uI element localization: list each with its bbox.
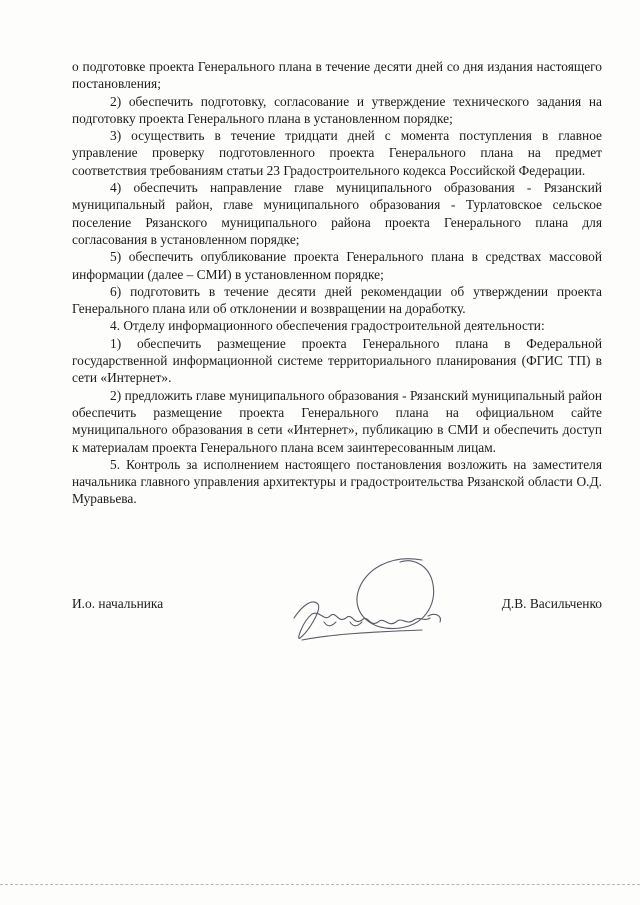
paragraph: 6) подготовить в течение десяти дней рекомендации об утверждении проекта Генерального плана или об отклонении и возвращении на доработку.	[72, 283, 602, 317]
paragraph: 5) обеспечить опубликование проекта Генерального плана в средствах массовой информации (далее – СМИ) в установленном порядке;	[72, 249, 602, 282]
paragraph: 1) обеспечить размещение проекта Генерального плана в Федеральной государственной информационной системе территориального планирования (ФГИС ТП) в сети «Интернет».	[72, 335, 602, 386]
paragraph: о подготовке проекта Генерального плана в течение десяти дней со дня издания настоящего постановления;	[72, 59, 602, 92]
paragraph: 4. Отделу информационного обеспечения градостроительной деятельности:	[110, 318, 545, 334]
paragraph: 2) предложить главе муниципального образования - Рязанский муниципальный район обеспечить размещение проекта Генерального плана на официальном сайте муниципального образования в сети «Интернет», публикацию в СМИ и обеспечить доступ к материалам проекта Генерального плана всем заинтересованным лицам.	[72, 387, 602, 455]
paragraph: 5. Контроль за исполнением настоящего постановления возложить на заместителя начальника главного управления архитектуры и градостроительства Рязанской области О.Д. Муравьева.	[72, 456, 602, 507]
scan-edge-line	[0, 884, 640, 885]
paragraph: 2) обеспечить подготовку, согласование и утверждение технического задания на подготовку проекта Генерального плана в установленном порядке;	[72, 93, 602, 126]
signature-block	[72, 596, 602, 618]
signatory-title: И.о. начальника	[72, 596, 164, 611]
paragraph: 3) осуществить в течение тридцати дней с момента поступления в главное управление проверку подготовленного проекта Генерального плана на предмет соответствия требованиям статьи 23 Градостроительного кодекса Российской Федерации.	[72, 128, 602, 178]
signatory-name: Д.В. Васильченко	[501, 596, 602, 611]
document-body	[72, 58, 602, 508]
paragraph: 4) обеспечить направление главе муниципального образования - Рязанский муниципальный район, главе муниципального образования - Турлатовское сельское поселение Рязанского муниципального района проекта Генерального плана для согласования в установленном порядке;	[72, 180, 602, 247]
